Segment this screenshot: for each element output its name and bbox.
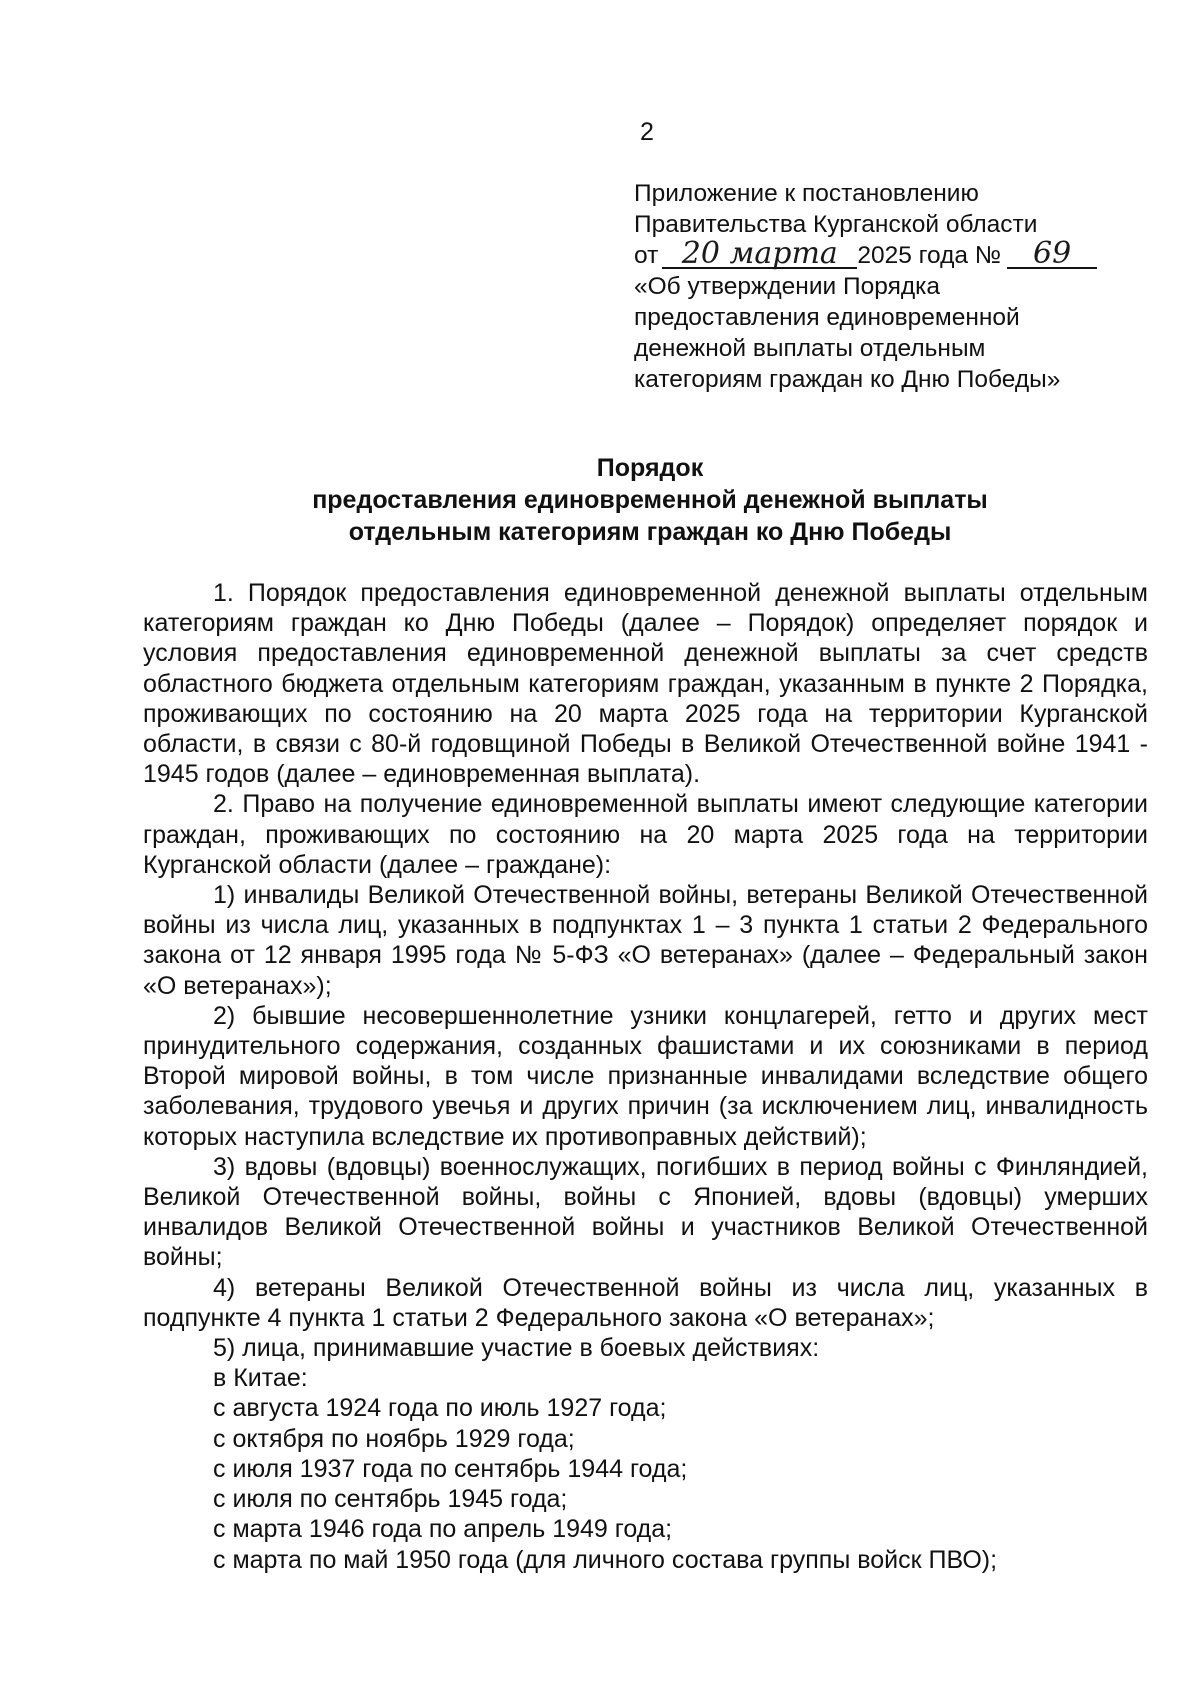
- appendix-line-6: денежной выплаты отдельным: [634, 335, 986, 362]
- subitem-3: 3) вдовы (вдовцы) военнослужащих, погибших в период войны с Финляндией, Великой Отечественной войны, войны с Японией, вдовы (вдовцы) умерших инвалидов Великой Отечественной войны и участников Великой Отечественной войны;: [143, 1152, 1148, 1272]
- appendix-line-1: Приложение к постановлению: [634, 180, 979, 207]
- subitem-5: 5) лица, принимавшие участие в боевых действиях:: [213, 1334, 820, 1363]
- appendix-line-7: категориям граждан ко Дню Победы»: [634, 366, 1061, 393]
- title-line-3: отдельным категориям граждан ко Дню Победы: [348, 518, 952, 546]
- title-line-1: Порядок: [596, 454, 704, 482]
- appendix-line-5: предоставления единовременной: [634, 304, 1020, 331]
- paragraph-2: 2. Право на получение единовременной выплаты имеют следующие категории граждан, проживающих по состоянию на 20 марта 2025 года на территории Курганской области (далее – граждане):: [143, 790, 1148, 879]
- appendix-line-2: Правительства Курганской области: [634, 211, 1038, 238]
- document-body: [143, 578, 1148, 1575]
- list-item: с июля по сентябрь 1945 года;: [213, 1485, 568, 1514]
- list-item: с августа 1924 года по июль 1927 года;: [213, 1394, 667, 1423]
- document-title: [140, 452, 1160, 548]
- paragraph-1: 1. Порядок предоставления единовременной денежной выплаты отдельным категориям граждан ко Дню Победы (далее – Порядок) определяет порядок и условия предоставления единовременной денежной выплаты за счет средств областного бюджета отдельным категориям граждан, указанным в пункте 2 Порядка, проживающих по состоянию на 20 марта 2025 года на территории Курганской области, в связи с 80-й годовщиной Победы в Великой Отечественной войне 1941 - 1945 годов (далее – единовременная выплата).: [143, 579, 1148, 789]
- appendix-line-4: «Об утверждении Порядка: [634, 273, 941, 300]
- appendix-header: [634, 178, 1154, 395]
- list-item: с июля 1937 года по сентябрь 1944 года;: [213, 1454, 688, 1483]
- subitem-2: 2) бывшие несовершеннолетние узники концлагерей, гетто и других мест принудительного содержания, созданных фашистами и их союзниками в период Второй мировой войны, в том числе признанные инвалидами вследствие общего заболевания, трудового увечья и других причин (за исключением лиц, инвалидность которых наступила вследствие их противоправных действий);: [143, 1001, 1148, 1151]
- subitem-1: 1) инвалиды Великой Отечественной войны, ветераны Великой Отечественной войны из числа лиц, указанных в подпунктах 1 – 3 пункта 1 статьи 2 Федерального закона от 12 января 1995 года № 5-ФЗ «О ветеранах» (далее – Федеральный закон «О ветеранах»);: [143, 881, 1148, 1000]
- list-item: с марта 1946 года по апрель 1949 года;: [213, 1515, 673, 1544]
- title-line-2: предоставления единовременной денежной выплаты: [312, 486, 988, 514]
- list-item: с октября по ноябрь 1929 года;: [213, 1424, 575, 1453]
- subitem-4: 4) ветераны Великой Отечественной войны из числа лиц, указанных в подпункте 4 пункта 1 статьи 2 Федерального закона «О ветеранах»;: [143, 1273, 1148, 1332]
- list-item: с марта по май 1950 года (для личного состава группы войск ПВО);: [213, 1545, 998, 1574]
- page-number: 2: [640, 118, 654, 146]
- list-item: в Китае:: [213, 1364, 308, 1393]
- year-text: 2025 года №: [857, 242, 1002, 269]
- from-prefix: от: [634, 242, 659, 269]
- handwritten-number: 69: [1007, 241, 1097, 269]
- handwritten-date: 20 марта: [662, 241, 857, 269]
- appendix-date-line: [634, 236, 1154, 271]
